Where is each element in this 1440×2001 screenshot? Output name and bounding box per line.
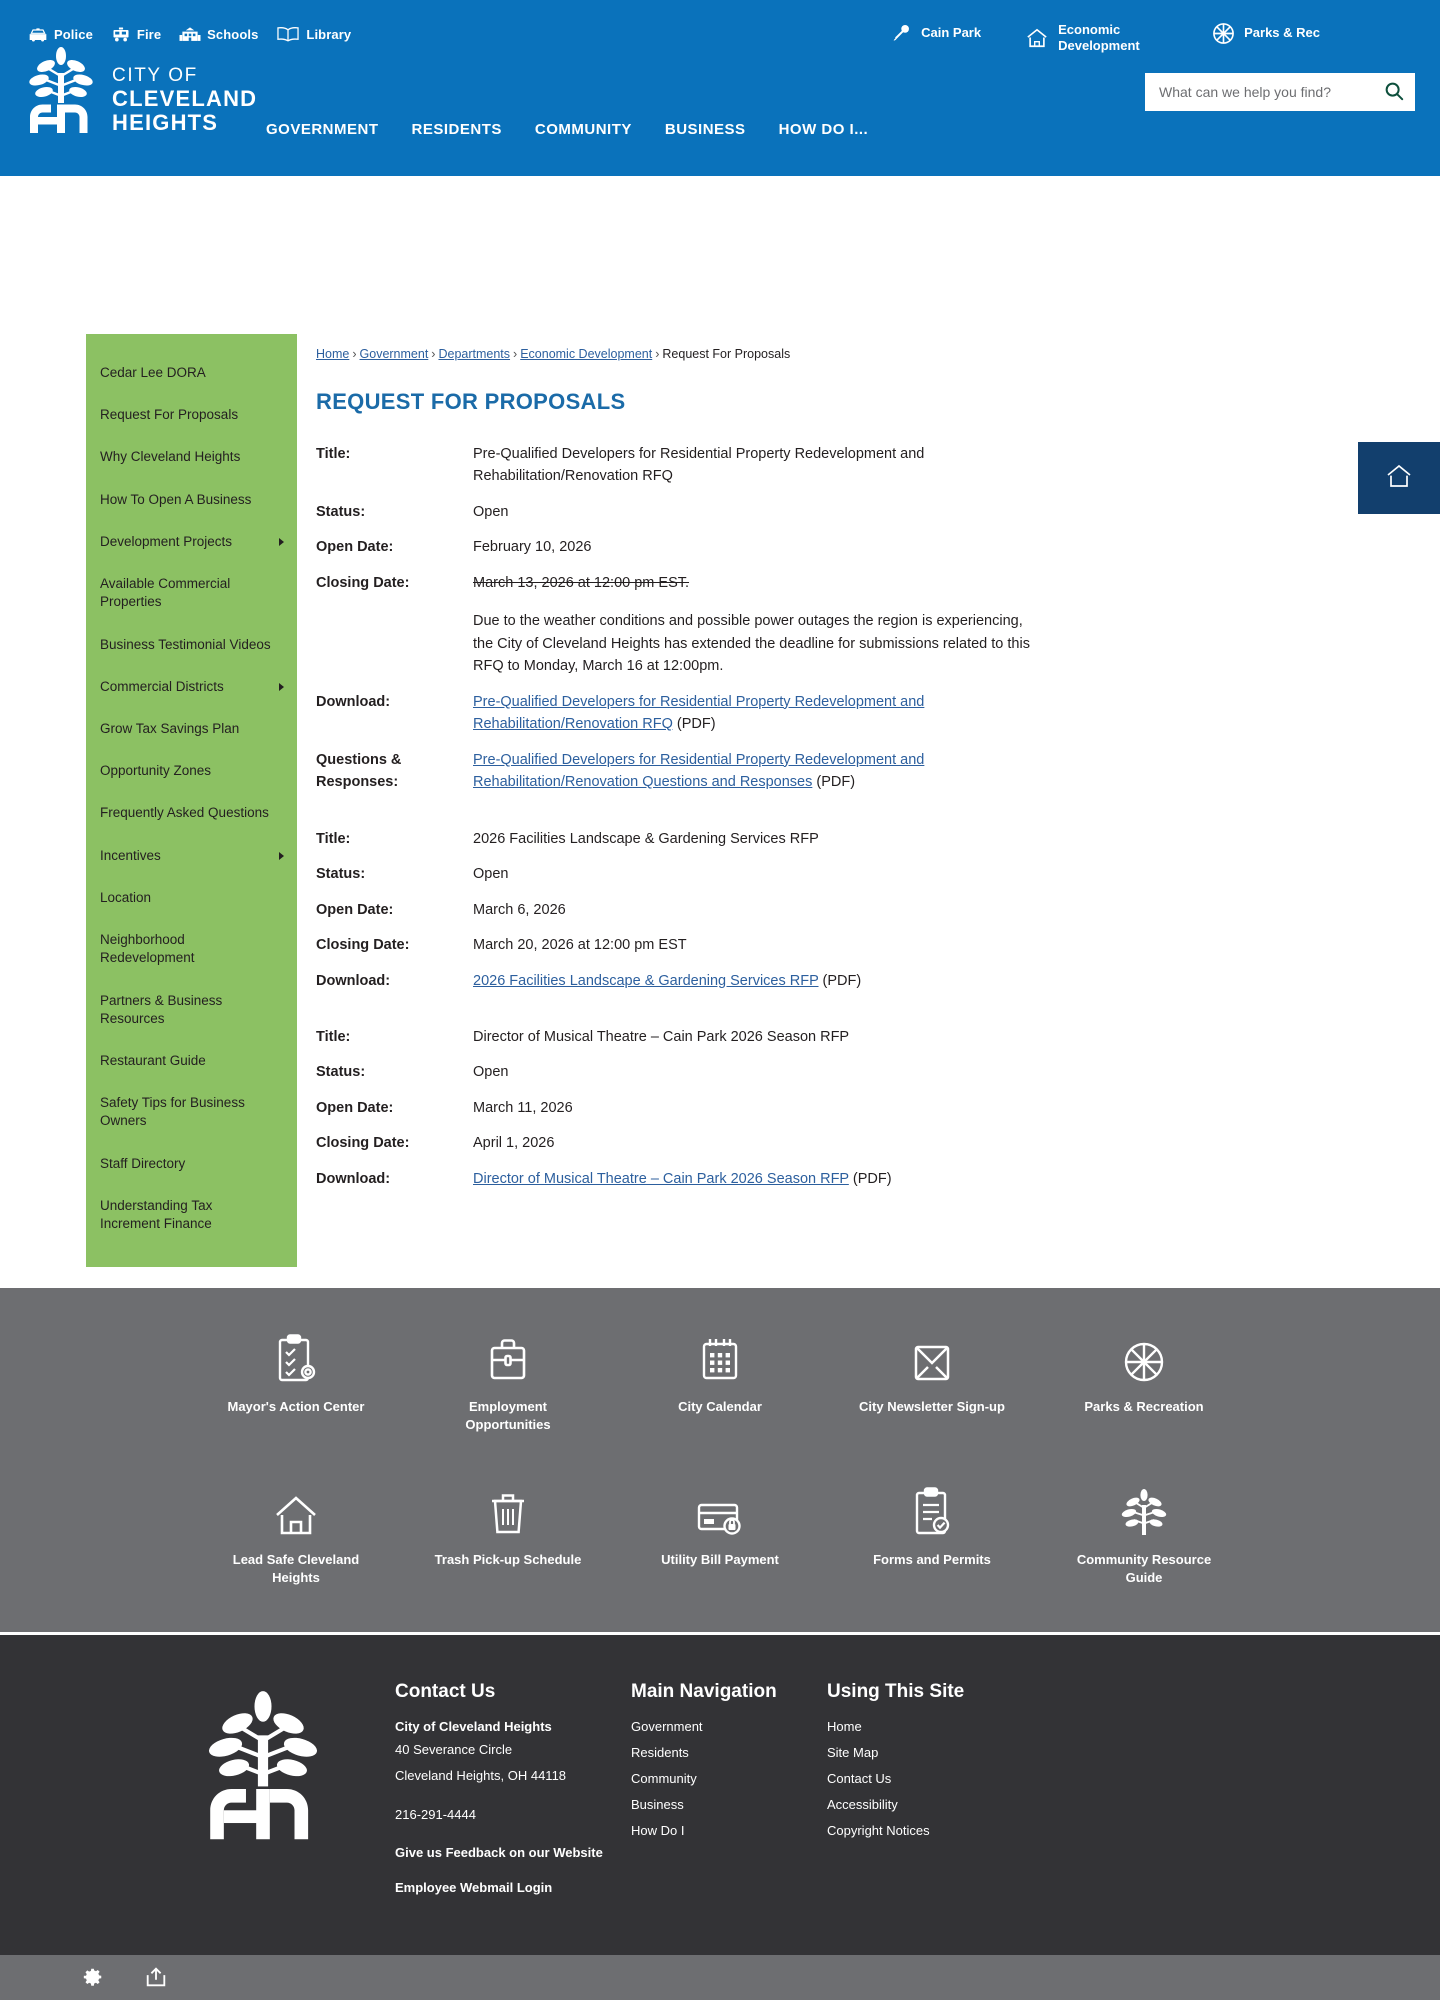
cleveland-heights-tree-logo bbox=[200, 1828, 326, 1845]
rfp-extension-note: Due to the weather conditions and possible power outages the region is experiencing, the City of Cleveland Heights has extended the deadline for submissions related to this RFQ to Monday, March 16 at 12:00pm. bbox=[473, 613, 1030, 675]
sidebar-item-safety-tips-for-business-owners[interactable] bbox=[86, 1082, 297, 1142]
sidebar-item-label: Neighborhood Redevelopment bbox=[100, 932, 195, 966]
sidebar-item-request-for-proposals[interactable] bbox=[86, 394, 297, 436]
sidebar-item-grow-tax-savings-plan[interactable] bbox=[86, 708, 297, 750]
brand-line-2: CLEVELAND bbox=[112, 86, 258, 111]
home-icon bbox=[1385, 463, 1413, 494]
footer-nav-business[interactable]: Business bbox=[631, 1797, 684, 1813]
rfp-status-value: Open bbox=[473, 1064, 509, 1081]
rfp-download-suffix: (PDF) bbox=[672, 716, 716, 733]
quick-link-parks-rec[interactable] bbox=[1212, 22, 1320, 45]
rfp-title-row bbox=[316, 828, 1320, 850]
share-icon[interactable] bbox=[144, 1966, 168, 1988]
sidebar-item-neighborhood-redevelopment[interactable] bbox=[86, 919, 297, 979]
sidebar-item-frequently-asked-questions[interactable] bbox=[86, 792, 297, 834]
quicklink-label: Mayor's Action Center bbox=[227, 1399, 365, 1415]
section-quick-links bbox=[0, 1285, 1440, 1632]
quicklink-utility-bill-payment[interactable] bbox=[614, 1481, 826, 1586]
quicklink-trash-pickup-schedule[interactable] bbox=[402, 1481, 614, 1586]
sidebar-item-label: Safety Tips for Business Owners bbox=[100, 1095, 245, 1129]
utility-link-label: Fire bbox=[136, 27, 162, 42]
quicklink-label: Trash Pick-up Schedule bbox=[434, 1552, 582, 1568]
footer-contact-heading: Contact Us bbox=[395, 1681, 496, 1703]
breadcrumb-link-departments[interactable]: Departments bbox=[438, 347, 511, 361]
rfp-download-row bbox=[316, 1168, 1320, 1190]
section-sidebar-menu bbox=[86, 334, 297, 1267]
rfp-closing-date-row bbox=[316, 572, 1320, 678]
breadcrumb bbox=[316, 334, 1320, 361]
chevron-right-icon[interactable] bbox=[279, 683, 284, 691]
rfp-open-date-value: February 10, 2026 bbox=[473, 539, 592, 556]
quicklink-label: Parks & Recreation bbox=[1084, 1399, 1204, 1415]
footer-using-heading: Using This Site bbox=[827, 1681, 965, 1703]
breadcrumb-current: Request For Proposals bbox=[662, 347, 791, 361]
quicklink-label: Community Resource Guide bbox=[1076, 1552, 1212, 1585]
basketball-icon bbox=[1122, 1328, 1166, 1384]
rfp-download-link[interactable]: Pre-Qualified Developers for Residential Property Redevelopment and Rehabilitation/Renovation RFQ bbox=[473, 693, 925, 733]
footer-using-contact-us[interactable]: Contact Us bbox=[827, 1771, 892, 1787]
footer-logo bbox=[200, 1681, 395, 1895]
quicklink-parks-recreation[interactable] bbox=[1038, 1328, 1250, 1433]
quicklink-label: Utility Bill Payment bbox=[661, 1552, 779, 1568]
utility-link-fire[interactable] bbox=[111, 27, 161, 43]
sidebar-item-incentives[interactable] bbox=[86, 835, 297, 877]
sidebar-item-why-cleveland-heights[interactable] bbox=[86, 436, 297, 478]
header-quick-links bbox=[890, 22, 1320, 55]
sidebar-item-development-projects[interactable] bbox=[86, 521, 297, 563]
footer-using-accessibility[interactable]: Accessibility bbox=[827, 1797, 898, 1813]
main-content bbox=[316, 334, 1440, 1267]
rfp-download-label: Download: bbox=[316, 693, 391, 710]
rfp-download-row bbox=[316, 691, 1320, 736]
basketball-icon bbox=[1212, 22, 1244, 45]
rfp-open-date-label: Open Date: bbox=[316, 539, 394, 556]
sidebar-item-label: Opportunity Zones bbox=[100, 763, 212, 779]
rfp-closing-date-value: March 20, 2026 at 12:00 pm EST bbox=[473, 937, 687, 954]
quicklink-forms-and-permits[interactable] bbox=[826, 1481, 1038, 1586]
briefcase-icon bbox=[486, 1328, 530, 1384]
rfp-title-row bbox=[316, 443, 1320, 488]
footer-nav-residents[interactable]: Residents bbox=[631, 1745, 689, 1761]
school-building-icon bbox=[179, 27, 207, 43]
rfp-download-link[interactable]: Director of Musical Theatre – Cain Park 2026 Season RFP bbox=[473, 1170, 849, 1187]
sidebar-item-label: How To Open A Business bbox=[100, 491, 252, 507]
rfp-title-row bbox=[316, 1026, 1320, 1048]
rfp-open-date-label: Open Date: bbox=[316, 1099, 394, 1116]
sidebar-item-partners-business-resources[interactable] bbox=[86, 980, 297, 1040]
footer-nav-government[interactable]: Government bbox=[631, 1719, 703, 1735]
rfp-open-date-value: March 6, 2026 bbox=[473, 901, 566, 918]
footer-nav-how-do-i[interactable]: How Do I bbox=[631, 1823, 685, 1839]
rfp-status-label: Status: bbox=[316, 503, 366, 520]
site-header bbox=[0, 0, 1440, 176]
site-footer bbox=[0, 1632, 1440, 1955]
sidebar-item-label: Commercial Districts bbox=[100, 678, 224, 694]
utility-link-label: Schools bbox=[207, 27, 259, 42]
rfp-closing-date-value: April 1, 2026 bbox=[473, 1135, 555, 1152]
utility-links bbox=[28, 26, 369, 43]
footer-feedback-link[interactable]: Give us Feedback on our Website bbox=[395, 1844, 603, 1860]
rfp-download-suffix: (PDF) bbox=[848, 1170, 892, 1187]
rfp-open-date-value: March 11, 2026 bbox=[473, 1099, 573, 1116]
nav-residents[interactable]: RESIDENTS bbox=[411, 121, 502, 138]
search-input[interactable] bbox=[1145, 73, 1373, 111]
rfp-closing-date-label: Closing Date: bbox=[316, 574, 410, 591]
quicklink-city-newsletter-signup[interactable] bbox=[826, 1328, 1038, 1433]
rfp-download-row bbox=[316, 970, 1320, 992]
tree-icon bbox=[1121, 1481, 1167, 1537]
utility-link-label: Police bbox=[54, 27, 93, 42]
floating-home-button[interactable] bbox=[1358, 442, 1440, 514]
envelope-icon bbox=[910, 1328, 954, 1384]
footer-webmail-link[interactable]: Employee Webmail Login bbox=[395, 1879, 553, 1895]
quicklink-city-calendar[interactable] bbox=[614, 1328, 826, 1433]
search-icon bbox=[1384, 81, 1404, 104]
rfp-status-row bbox=[316, 501, 1320, 523]
rfp-title-label: Title: bbox=[316, 830, 351, 847]
breadcrumb-link-home[interactable]: Home bbox=[316, 347, 350, 361]
sidebar-item-label: Why Cleveland Heights bbox=[100, 449, 241, 465]
quick-link-label: Parks & Rec bbox=[1244, 25, 1320, 41]
rfp-closing-date-row bbox=[316, 1132, 1320, 1154]
site-logo[interactable] bbox=[24, 47, 257, 138]
chevron-right-icon[interactable] bbox=[279, 538, 284, 546]
house-icon bbox=[273, 1481, 319, 1537]
page-title: REQUEST FOR PROPOSALS bbox=[316, 389, 626, 414]
sidebar-item-commercial-districts[interactable] bbox=[86, 666, 297, 708]
rfp-status-value: Open bbox=[473, 503, 509, 520]
breadcrumb-link-government[interactable]: Government bbox=[359, 347, 429, 361]
rfp-questions-label: Questions & Responses: bbox=[316, 751, 402, 791]
quick-link-economic-development[interactable] bbox=[1025, 22, 1168, 55]
rfp-status-value: Open bbox=[473, 866, 509, 883]
rfp-questions-link[interactable]: Pre-Qualified Developers for Residential Property Redevelopment and Rehabilitation/Renovation Questions and Responses bbox=[473, 751, 925, 791]
house-icon bbox=[1025, 27, 1058, 49]
rfp-download-label: Download: bbox=[316, 972, 391, 989]
footer-main-navigation-column bbox=[631, 1681, 827, 1895]
sidebar-item-label: Location bbox=[100, 889, 152, 905]
footer-phone: 216-291-4444 bbox=[395, 1807, 476, 1823]
clipboard-check-icon bbox=[911, 1481, 953, 1537]
footer-nav-heading: Main Navigation bbox=[631, 1681, 777, 1703]
cleveland-heights-tree-logo bbox=[24, 47, 98, 138]
footer-address-line-2: Cleveland Heights, OH 44118 bbox=[395, 1767, 567, 1783]
quick-link-label: Economic Development bbox=[1058, 22, 1140, 54]
sidebar-item-label: Grow Tax Savings Plan bbox=[100, 720, 240, 736]
sidebar-item-label: Cedar Lee DORA bbox=[100, 365, 206, 380]
footer-contact-column bbox=[395, 1681, 631, 1895]
sidebar-item-label: Development Projects bbox=[100, 533, 233, 549]
sidebar-item-label: Incentives bbox=[100, 847, 161, 863]
quicklink-community-resource-guide[interactable] bbox=[1038, 1481, 1250, 1586]
sidebar-item-label: Staff Directory bbox=[100, 1155, 186, 1171]
calendar-icon bbox=[699, 1328, 741, 1384]
credit-card-lock-icon bbox=[696, 1481, 744, 1537]
quicklink-lead-safe-cleveland-heights[interactable] bbox=[190, 1481, 402, 1586]
quick-link-cain-park[interactable] bbox=[890, 22, 981, 44]
fire-truck-icon bbox=[111, 27, 137, 43]
rfp-title-value: Pre-Qualified Developers for Residential Property Redevelopment and Rehabilitation/Renovation RFQ bbox=[473, 446, 925, 485]
rfp-open-date-row bbox=[316, 536, 1320, 558]
page-body bbox=[0, 176, 1440, 1285]
breadcrumb-separator: › bbox=[352, 347, 357, 361]
rfp-open-date-row bbox=[316, 1097, 1320, 1119]
clipboard-gear-icon bbox=[274, 1328, 318, 1384]
rfp-title-value: Director of Musical Theatre – Cain Park 2026 Season RFP bbox=[473, 1028, 850, 1045]
rfp-download-link[interactable]: 2026 Facilities Landscape & Gardening Services RFP bbox=[473, 972, 819, 989]
rfp-status-label: Status: bbox=[316, 1064, 366, 1081]
sidebar-item-how-to-open-a-business[interactable] bbox=[86, 479, 297, 521]
rfp-entry bbox=[316, 443, 1320, 794]
breadcrumb-separator: › bbox=[513, 347, 518, 361]
brand-line-3: HEIGHTS bbox=[112, 110, 219, 135]
quicklink-label: Lead Safe Cleveland Heights bbox=[232, 1552, 360, 1585]
sidebar-item-label: Understanding Tax Increment Finance bbox=[100, 1197, 213, 1232]
footer-address-line-1: 40 Severance Circle bbox=[395, 1742, 513, 1758]
rfp-open-date-label: Open Date: bbox=[316, 901, 394, 918]
quicklink-label: Employment Opportunities bbox=[465, 1399, 551, 1432]
sidebar-item-location[interactable] bbox=[86, 877, 297, 919]
search-button[interactable] bbox=[1373, 73, 1415, 111]
brand-line-1: CITY OF bbox=[112, 65, 198, 86]
sidebar-item-label: Request For Proposals bbox=[100, 407, 239, 423]
utility-link-police[interactable] bbox=[28, 27, 93, 42]
rfp-entry bbox=[316, 828, 1320, 992]
rfp-closing-date-row bbox=[316, 934, 1320, 956]
rfp-status-row bbox=[316, 1061, 1320, 1083]
footer-using-copyright-notices[interactable]: Copyright Notices bbox=[827, 1823, 930, 1839]
nav-community[interactable]: COMMUNITY bbox=[534, 121, 632, 138]
quicklink-label: City Newsletter Sign-up bbox=[859, 1399, 1005, 1415]
open-book-icon bbox=[276, 26, 306, 43]
sidebar-item-opportunity-zones[interactable] bbox=[86, 750, 297, 792]
sidebar-item-business-testimonial-videos[interactable] bbox=[86, 624, 297, 666]
quicklink-employment-opportunities[interactable] bbox=[402, 1328, 614, 1433]
utility-link-library[interactable] bbox=[276, 26, 351, 43]
site-search[interactable] bbox=[1145, 73, 1415, 111]
quicklink-mayors-action-center[interactable] bbox=[190, 1328, 402, 1433]
rfp-status-label: Status: bbox=[316, 866, 366, 883]
trash-can-icon bbox=[488, 1481, 528, 1537]
sidebar-item-staff-directory[interactable] bbox=[86, 1143, 297, 1185]
rfp-questions-row bbox=[316, 749, 1320, 794]
sidebar-item-label: Business Testimonial Videos bbox=[100, 636, 271, 652]
rfp-questions-suffix: (PDF) bbox=[812, 774, 856, 791]
sidebar-item-label: Restaurant Guide bbox=[100, 1052, 206, 1068]
rfp-closing-date-label: Closing Date: bbox=[316, 1135, 410, 1152]
main-navigation bbox=[266, 121, 868, 138]
rfp-title-value: 2026 Facilities Landscape & Gardening Services RFP bbox=[473, 830, 819, 847]
breadcrumb-separator: › bbox=[655, 347, 660, 361]
gear-icon[interactable] bbox=[82, 1966, 104, 1988]
nav-business[interactable]: BUSINESS bbox=[664, 121, 746, 138]
utility-link-label: Library bbox=[306, 27, 352, 42]
bottom-toolbar bbox=[0, 1955, 1440, 2000]
nav-government[interactable]: GOVERNMENT bbox=[266, 121, 379, 138]
footer-org-name: City of Cleveland Heights bbox=[395, 1719, 552, 1735]
quick-link-label: Cain Park bbox=[921, 24, 982, 40]
rfp-status-row bbox=[316, 863, 1320, 885]
sidebar-item-understanding-tax-increment-finance[interactable] bbox=[86, 1185, 297, 1245]
utility-link-schools[interactable] bbox=[179, 27, 258, 43]
quicklink-label: City Calendar bbox=[678, 1399, 762, 1415]
breadcrumb-separator: › bbox=[431, 347, 436, 361]
rfp-open-date-row bbox=[316, 899, 1320, 921]
sidebar-item-label: Partners & Business Resources bbox=[100, 992, 223, 1026]
sidebar-item-restaurant-guide[interactable] bbox=[86, 1040, 297, 1082]
sidebar-item-label: Frequently Asked Questions bbox=[100, 805, 269, 821]
rfp-title-label: Title: bbox=[316, 1028, 351, 1045]
rfp-download-label: Download: bbox=[316, 1170, 391, 1187]
footer-using-this-site-column bbox=[827, 1681, 1057, 1895]
footer-using-home[interactable]: Home bbox=[827, 1719, 862, 1735]
nav-how-do-i[interactable]: HOW DO I... bbox=[778, 121, 869, 138]
chevron-right-icon[interactable] bbox=[279, 852, 284, 860]
breadcrumb-link-economic-development[interactable]: Economic Development bbox=[520, 347, 653, 361]
quicklink-label: Forms and Permits bbox=[873, 1552, 991, 1568]
footer-using-site-map[interactable]: Site Map bbox=[827, 1745, 879, 1761]
microphone-icon bbox=[890, 22, 921, 44]
rfp-closing-date-value: March 13, 2026 at 12:00 pm EST. bbox=[473, 574, 690, 591]
sidebar-item-cedar-lee-dora[interactable] bbox=[86, 352, 297, 394]
rfp-closing-date-label: Closing Date: bbox=[316, 937, 410, 954]
police-car-icon bbox=[28, 28, 54, 42]
footer-nav-community[interactable]: Community bbox=[631, 1771, 697, 1787]
sidebar-item-label: Available Commercial Properties bbox=[100, 576, 231, 610]
rfp-entry bbox=[316, 1026, 1320, 1190]
rfp-download-suffix: (PDF) bbox=[818, 972, 862, 989]
rfp-title-label: Title: bbox=[316, 446, 351, 462]
sidebar-item-available-commercial-properties[interactable] bbox=[86, 563, 297, 623]
